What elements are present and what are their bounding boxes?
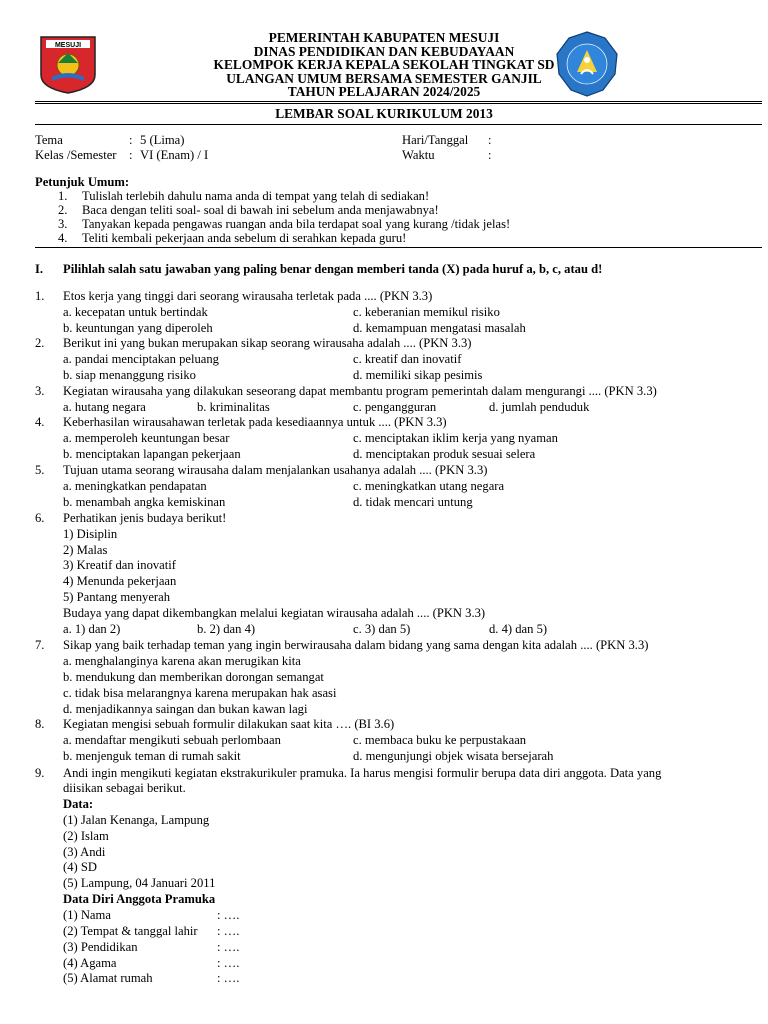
data-item: (4) SD	[63, 860, 97, 874]
option-d: d. memiliki sikap pesimis	[353, 368, 483, 382]
question-text: Andi ingin mengikuti kegiatan ekstrakurikuler pramuka. Ia harus mengisi formulir berupa data diri anggota. Data yang	[63, 766, 662, 780]
question-text: Keberhasilan wirausahawan terletak pada kesediaannya untuk .... (PKN 3.3)	[63, 415, 447, 429]
kelas-label: Kelas /Semester	[35, 148, 117, 162]
option-b: b. menambah angka kemiskinan	[63, 495, 226, 509]
header-line-4: ULANGAN UMUM BERSAMA SEMESTER GANJIL	[226, 71, 542, 86]
question-text: Kegiatan wirausaha yang dilakukan seseorang dapat membantu program pemerintah dalam mengurangi .... (PKN 3.3)	[63, 384, 657, 398]
question-number: 7.	[35, 638, 45, 652]
option-d: d. jumlah penduduk	[489, 400, 590, 414]
section-number: I.	[35, 262, 44, 276]
question-number: 9.	[35, 766, 45, 780]
waktu-separator: :	[488, 148, 492, 162]
list-item: 3) Kreatif dan inovatif	[63, 558, 176, 572]
form-field-blank: : ….	[217, 956, 240, 970]
question-text-continued: diisikan sebagai berikut.	[63, 781, 186, 795]
question-text: Berikut ini yang bukan merupakan sikap seorang wirausaha adalah .... (PKN 3.3)	[63, 336, 472, 350]
option-a: a. mendaftar mengikuti sebuah perlombaan	[63, 733, 281, 747]
petunjuk-item-1: Tulislah terlebih dahulu nama anda di tempat yang telah di sediakan!	[82, 189, 430, 203]
question-number: 2.	[35, 336, 45, 350]
question-text: Sikap yang baik terhadap teman yang ingin berwirausaha dalam bidang yang sama dengan kita adalah .... (PKN 3.3)	[63, 638, 649, 652]
list-item: 2) Malas	[63, 543, 108, 557]
option-c: c. meningkatkan utang negara	[353, 479, 505, 493]
option-a: a. pandai menciptakan peluang	[63, 352, 219, 366]
option-d: d. tidak mencari untung	[353, 495, 473, 509]
subtitle-divider	[35, 124, 762, 125]
header-line-5: TAHUN PELAJARAN 2024/2025	[287, 84, 481, 99]
question-number: 8.	[35, 717, 45, 731]
petunjuk-item-4: Teliti kembali pekerjaan anda sebelum di serahkan kepada guru!	[82, 231, 407, 245]
option-b: b. siap menanggung risiko	[63, 368, 196, 382]
option-a: a. kecepatan untuk bertindak	[63, 305, 208, 319]
question-number: 5.	[35, 463, 45, 477]
option-b: b. menciptakan lapangan pekerjaan	[63, 447, 241, 461]
option-d: d. menjadikannya saingan dan bukan kawan lagi	[63, 702, 308, 716]
option-c: c. tidak bisa melarangnya karena merupakan hak asasi	[63, 686, 337, 700]
form-field-label: (3) Pendidikan	[63, 940, 138, 954]
option-c: c. 3) dan 5)	[353, 622, 411, 636]
tema-value: 5 (Lima)	[140, 133, 185, 147]
question-number: 3.	[35, 384, 45, 398]
option-b: b. menjenguk teman di rumah sakit	[63, 749, 241, 763]
option-b: b. mendukung dan memberikan dorongan semangat	[63, 670, 324, 684]
header-line-3: KELOMPOK KERJA KEPALA SEKOLAH TINGKAT SD	[213, 57, 555, 72]
form-field-label: (2) Tempat & tanggal lahir	[63, 924, 198, 938]
list-item: 5) Pantang menyerah	[63, 590, 171, 604]
tema-label: Tema	[35, 133, 63, 147]
question-number: 4.	[35, 415, 45, 429]
option-d: d. menciptakan produk sesuai selera	[353, 447, 536, 461]
question-text: Kegiatan mengisi sebuah formulir dilakukan saat kita …. (BI 3.6)	[63, 717, 395, 731]
option-a: a. hutang negara	[63, 400, 146, 414]
petunjuk-item-2: Baca dengan teliti soal- soal di bawah ini sebelum anda menjawabnya!	[82, 203, 439, 217]
option-b: b. 2) dan 4)	[197, 622, 256, 636]
option-b: b. kriminalitas	[197, 400, 270, 414]
tema-separator: :	[129, 133, 133, 147]
data-item: (1) Jalan Kenanga, Lampung	[63, 813, 210, 827]
question-number: 1.	[35, 289, 45, 303]
data-item: (3) Andi	[63, 845, 106, 859]
question-text: Etos kerja yang tinggi dari seorang wirausaha terletak pada .... (PKN 3.3)	[63, 289, 433, 303]
option-a: a. meningkatkan pendapatan	[63, 479, 207, 493]
hari-separator: :	[488, 133, 492, 147]
form-field-blank: : ….	[217, 924, 240, 938]
option-c: c. menciptakan iklim kerja yang nyaman	[353, 431, 558, 445]
option-c: c. membaca buku ke perpustakaan	[353, 733, 527, 747]
form-field-label: (5) Alamat rumah	[63, 971, 153, 985]
list-item: 4) Menunda pekerjaan	[63, 574, 177, 588]
question-text: Perhatikan jenis budaya berikut!	[63, 511, 227, 525]
header-line-1: PEMERINTAH KABUPATEN MESUJI	[268, 30, 500, 45]
list-item: 1) Disiplin	[63, 527, 118, 541]
sheet-subtitle: LEMBAR SOAL KURIKULUM 2013	[275, 106, 493, 121]
petunjuk-item-3: Tanyakan kepada pengawas ruangan anda bila terdapat soal yang kurang /tidak jelas!	[82, 217, 511, 231]
option-a: a. 1) dan 2)	[63, 622, 121, 636]
form-title: Data Diri Anggota Pramuka	[63, 892, 216, 906]
option-d: d. mengunjungi objek wisata bersejarah	[353, 749, 554, 763]
option-c: c. kreatif dan inovatif	[353, 352, 462, 366]
option-c: c. pengangguran	[353, 400, 437, 414]
petunjuk-divider	[35, 247, 762, 248]
logo-left-text: MESUJI	[54, 42, 82, 49]
question-text: Tujuan utama seorang wirausaha dalam menjalankan usahanya adalah .... (PKN 3.3)	[63, 463, 488, 477]
form-field-label: (4) Agama	[63, 956, 117, 970]
option-d: d. 4) dan 5)	[489, 622, 548, 636]
form-field-blank: : ….	[217, 971, 240, 985]
option-d: d. kemampuan mengatasi masalah	[353, 321, 526, 335]
question-stem: Budaya yang dapat dikembangkan melalui kegiatan wirausaha adalah .... (PKN 3.3)	[63, 606, 486, 620]
waktu-label: Waktu	[402, 148, 435, 162]
petunjuk-title: Petunjuk Umum:	[35, 175, 130, 189]
data-item: (5) Lampung, 04 Januari 2011	[63, 876, 216, 890]
data-title: Data:	[63, 797, 94, 811]
option-c: c. keberanian memikul risiko	[353, 305, 500, 319]
option-b: b. keuntungan yang diperoleh	[63, 321, 213, 335]
hari-label: Hari/Tanggal	[402, 133, 469, 147]
header-line-2: DINAS PENDIDIKAN DAN KEBUDAYAAN	[253, 44, 515, 59]
kelas-value: VI (Enam) / I	[140, 148, 209, 162]
form-field-blank: : ….	[217, 940, 240, 954]
form-field-blank: : ….	[217, 908, 240, 922]
form-field-label: (1) Nama	[63, 908, 111, 922]
data-item: (2) Islam	[63, 829, 109, 843]
kelas-separator: :	[129, 148, 133, 162]
option-a: a. memperoleh keuntungan besar	[63, 431, 230, 445]
option-a: a. menghalanginya karena akan merugikan kita	[63, 654, 301, 668]
question-number: 6.	[35, 511, 45, 525]
section-instruction: Pilihlah salah satu jawaban yang paling benar dengan memberi tanda (X) pada huruf a, b, c, atau d!	[63, 262, 603, 276]
